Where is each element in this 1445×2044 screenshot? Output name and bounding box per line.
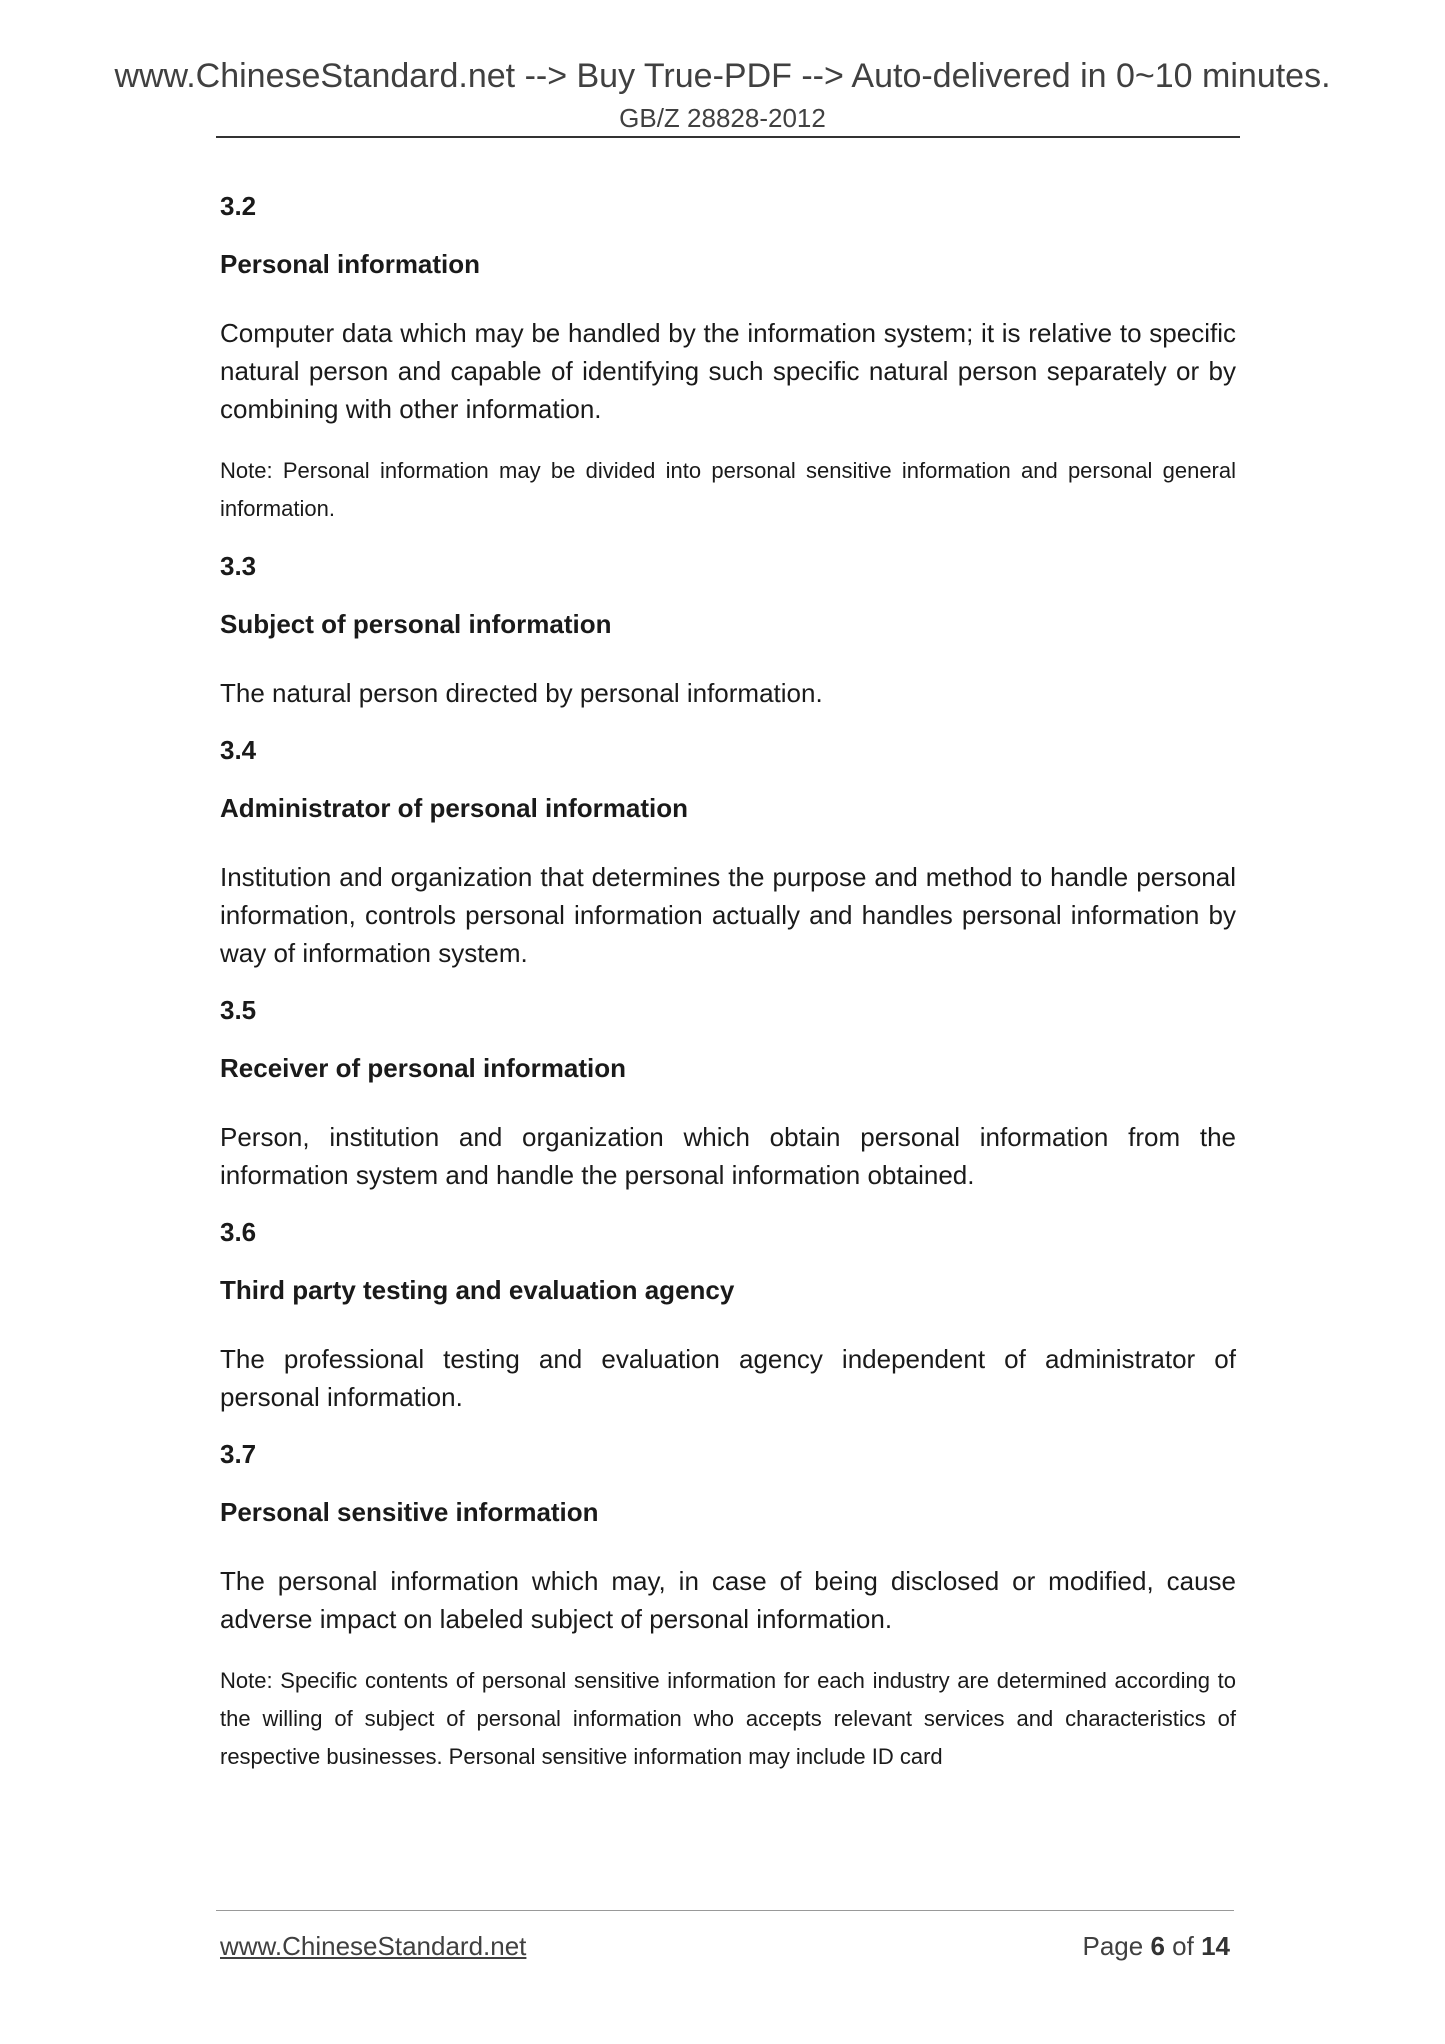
clause-number: 3.3 <box>220 551 257 581</box>
clause-3-5 <box>220 982 1236 1194</box>
header-divider <box>216 136 1240 138</box>
page-current: 6 <box>1150 1931 1165 1961</box>
term-title: Personal information <box>220 249 481 279</box>
page-prefix: Page <box>1082 1931 1144 1961</box>
clause-number: 3.4 <box>220 735 257 765</box>
page-total: 14 <box>1201 1931 1230 1961</box>
clause-number: 3.6 <box>220 1217 257 1247</box>
term-title: Administrator of personal information <box>220 793 689 823</box>
term-definition: The natural person directed by personal information. <box>220 678 823 708</box>
clause-3-6 <box>220 1204 1236 1416</box>
term-definition: Institution and organization that determines the purpose and method to handle personal information, controls personal information actually and handles personal information by way of information system. <box>220 862 1236 968</box>
term-definition: Computer data which may be handled by the information system; it is relative to specific natural person and capable of identifying such specific natural person separately or by combining with other information. <box>220 318 1236 424</box>
term-title: Receiver of personal information <box>220 1053 626 1083</box>
term-definition: The personal information which may, in case of being disclosed or modified, cause adverse impact on labeled subject of personal information. <box>220 1566 1236 1634</box>
term-title: Third party testing and evaluation agency <box>220 1275 735 1305</box>
term-title: Personal sensitive information <box>220 1497 599 1527</box>
footer-website-link[interactable]: www.ChineseStandard.net <box>220 1931 527 1961</box>
clause-number: 3.2 <box>220 191 257 221</box>
top-banner: www.ChineseStandard.net --> Buy True-PDF --> Auto-delivered in 0~10 minutes. <box>114 57 1331 95</box>
clause-number: 3.7 <box>220 1439 257 1469</box>
footer-divider <box>216 1910 1234 1911</box>
clause-number: 3.5 <box>220 995 257 1025</box>
document-body <box>220 168 1236 1776</box>
standard-code: GB/Z 28828-2012 <box>619 103 826 133</box>
term-note: Note: Specific contents of personal sensitive information for each industry are determined according to the willing of subject of personal information who accepts relevant services and characteristics of respective businesses. Personal sensitive information may include ID card <box>220 1668 1236 1769</box>
clause-3-4 <box>220 722 1236 972</box>
page-indicator <box>1082 1930 1230 1962</box>
clause-3-2 <box>220 178 1236 528</box>
term-definition: Person, institution and organization which obtain personal information from the information system and handle the personal information obtained. <box>220 1122 1236 1190</box>
clause-3-7 <box>220 1426 1236 1776</box>
term-definition: The professional testing and evaluation agency independent of administrator of personal information. <box>220 1344 1236 1412</box>
page-of: of <box>1172 1931 1194 1961</box>
term-title: Subject of personal information <box>220 609 612 639</box>
clause-3-3 <box>220 538 1236 712</box>
term-note: Note: Personal information may be divided into personal sensitive information and personal general information. <box>220 458 1236 521</box>
